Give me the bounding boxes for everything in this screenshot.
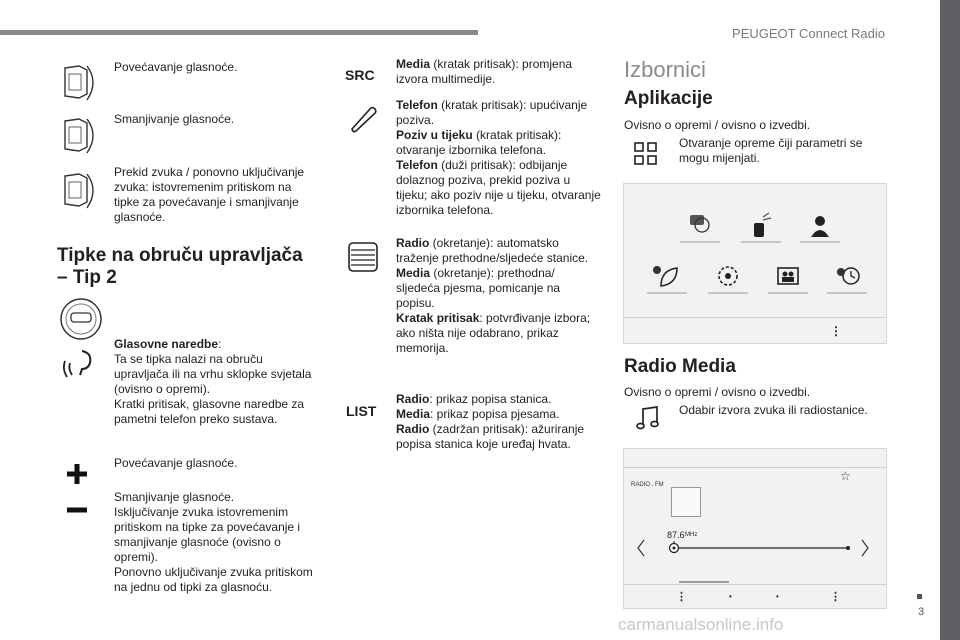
eco-app-icon[interactable]	[647, 262, 687, 296]
phone-desc-1: (kratak pritisak): upućivanje poziva.	[396, 98, 588, 127]
phone-desc-3: (duži pritisak): odbijanje dolaznog poziva, prekid poziva u tijeku; ako poziv nije u tijeku, otvaranje izbornika telefona.	[396, 158, 601, 217]
src-label: SRC	[345, 67, 375, 83]
radio-screen	[623, 448, 887, 609]
radio-media-heading: Radio Media	[624, 356, 736, 377]
music-note-icon	[635, 405, 661, 431]
phone-term-2: Poziv u tijeku	[396, 128, 473, 142]
mute-text: Prekid zvuka / ponovno uključivanje zvuka: istovremenim pritiskom na tipke za povećavanje i smanjivanje glasnoće.	[114, 165, 305, 224]
station-artwork	[671, 487, 701, 517]
list-desc-3: (zadržan pritisak): ažuriranje popisa stanica koje uređaj hvata.	[396, 422, 585, 451]
wheel-term-1: Radio	[396, 236, 430, 250]
header-rule	[0, 30, 478, 35]
list-term-2: Media	[396, 407, 431, 421]
previous-station-icon[interactable]	[636, 539, 646, 557]
phone-icon	[348, 103, 378, 133]
plus-icon	[66, 463, 88, 485]
src-text	[396, 57, 596, 87]
src-term: Media	[396, 57, 431, 71]
settings-app-icon[interactable]	[708, 262, 748, 296]
climate-app-icon[interactable]	[741, 211, 781, 245]
volume-down-wheel-icon	[57, 113, 101, 157]
radio-media-desc: Odabir izvora zvuka ili radiostanice.	[679, 403, 868, 417]
wheel-desc-3: : potvrđivanje izbora; ako ništa nije odabrano, prikaz memorija.	[396, 311, 591, 355]
plus-text: Povećavanje glasnoće.	[114, 456, 238, 470]
frequency-slider[interactable]	[654, 541, 854, 555]
apps-subtext: Ovisno o opremi / ovisno o izvedbi.	[624, 118, 811, 132]
volume-up-wheel-icon	[57, 60, 101, 104]
list-term-1: Radio	[396, 392, 430, 406]
phone-text	[396, 98, 601, 218]
dot-icon: •	[729, 592, 732, 601]
steering-wheel-icon	[58, 297, 104, 341]
phone-term-1: Telefon	[396, 98, 438, 112]
minus-icon	[66, 507, 88, 513]
page-edge-tab	[940, 0, 960, 640]
volume-down-text: Smanjivanje glasnoće.	[114, 112, 235, 126]
apps-heading: Aplikacije	[624, 88, 713, 109]
volume-up-text: Povećavanje glasnoće.	[114, 60, 238, 74]
frequency-value: 87.6	[667, 530, 685, 540]
voice-command-text	[114, 337, 314, 427]
list-label: LIST	[346, 403, 377, 419]
clock-app-icon[interactable]	[827, 262, 867, 296]
frequency-unit: MHz	[685, 532, 698, 538]
apps-desc: Otvaranje opreme čiji parametri se mogu mijenjati.	[679, 136, 863, 165]
dot-icon: •	[776, 592, 779, 601]
contacts-app-icon[interactable]	[768, 262, 808, 296]
radio-screen-header-line	[624, 467, 886, 468]
menus-title: Izbornici	[624, 57, 706, 82]
thumbwheel-icon	[346, 240, 380, 274]
mute-wheel-icon	[57, 168, 101, 212]
wheel-desc-1: (okretanje): automatsko traženje prethodne/sljedeće stanice.	[396, 236, 589, 265]
wheel-desc-2: (okretanje): prethodna/ sljedeća pjesma, pomicanje na popisu.	[396, 266, 561, 310]
wheel-text	[396, 236, 601, 356]
section-heading-type2: Tipke na obruču upravljača – Tip 2	[57, 245, 303, 288]
favorite-star-icon[interactable]: ☆	[840, 469, 851, 483]
page-header-title: PEUGEOT Connect Radio	[732, 26, 885, 41]
list-desc-1: : prikaz popisa stanica.	[429, 392, 552, 406]
minus-text: Smanjivanje glasnoće. Isključivanje zvuka istovremenim pritiskom na tipke za povećavanje i smanjivanje glasnoće (ovisno o opremi). Ponovno uključivanje zvuka pritiskom na jednu od tipki za glasnoću.	[114, 490, 313, 594]
list-term-3: Radio	[396, 422, 430, 436]
voice-command-term: Glasovne naredbe	[114, 337, 219, 351]
messaging-app-icon[interactable]	[680, 211, 720, 245]
list-desc-2: : prikaz popisa pjesama.	[430, 407, 560, 421]
watermark: carmanualsonline.info	[618, 615, 784, 634]
page-number: 3	[918, 606, 925, 618]
phone-desc-2: (kratak pritisak): otvaranje izbornika telefona.	[396, 128, 562, 157]
next-station-icon[interactable]	[860, 539, 870, 557]
list-text	[396, 392, 601, 452]
options-icon[interactable]: ⋮	[676, 591, 687, 603]
more-options-icon[interactable]: ⋮	[830, 324, 842, 338]
voice-command-desc: : Ta se tipka nalazi na obruču upravljača ili na vrhu sklopke svjetala (ovisno o opremi). Kratki pritisak, glasovne naredbe za pametni telefon preko sustava.	[114, 337, 312, 426]
radio-band-label: RADIO . FM	[631, 482, 664, 488]
page-marker	[917, 594, 922, 599]
apps-screen-divider	[624, 317, 886, 318]
scroll-indicator	[679, 581, 729, 583]
voice-command-icon	[62, 345, 98, 381]
src-desc: (kratak pritisak): promjena izvora multimedije.	[396, 57, 573, 86]
radio-screen-footer-line	[624, 584, 886, 585]
apps-screen	[623, 183, 887, 344]
radio-media-subtext: Ovisno o opremi / ovisno o izvedbi.	[624, 385, 811, 399]
wheel-term-2: Media	[396, 266, 431, 280]
more-options-icon[interactable]: ⋮	[830, 591, 841, 603]
phone-term-3: Telefon	[396, 158, 438, 172]
user-profile-app-icon[interactable]	[800, 211, 840, 245]
apps-grid-icon	[633, 141, 659, 167]
wheel-term-3: Kratak pritisak	[396, 311, 480, 325]
